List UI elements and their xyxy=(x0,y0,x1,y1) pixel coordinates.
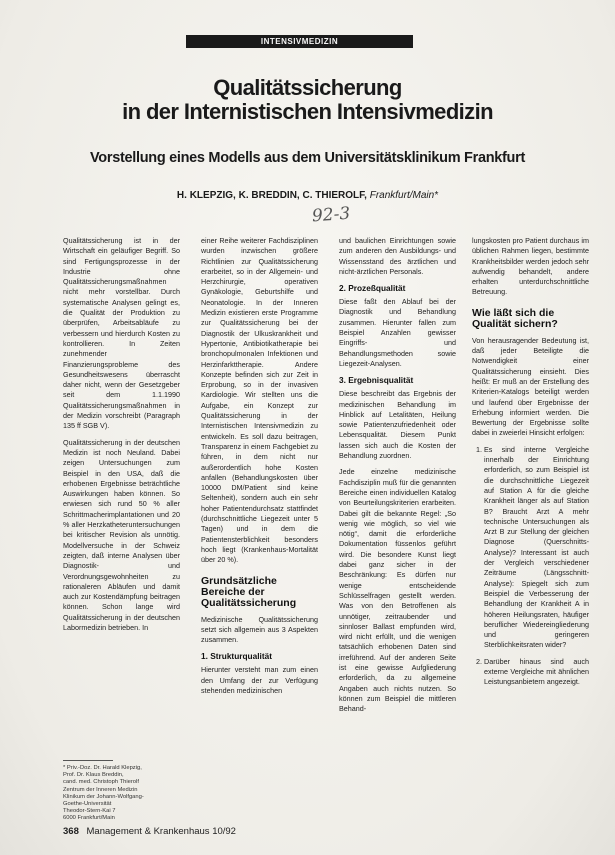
text-column-3 xyxy=(339,236,456,781)
footnote-line: Goethe-Universität xyxy=(63,801,112,808)
footnote-line: Theodor-Stern-Kai 7 xyxy=(63,808,116,815)
paragraph: Qualitätssicherung ist in der Wirtschaft ein geläufiger Begriff. So sind Fertigungsprozesse in der Industrie ohne Qualitätssicherungsmaßnahmen nicht mehr vorstellbar. Durch systematische Analysen gelingt es, die Qualität der Produktion zu überprüfen, Arbeitsabläufe zu verbessern und hierdurch Kosten zu kontrollieren. In Zeiten zunehmender Finanzierungsprobleme des Gesundheitswesens überrascht daher nicht, wenn der Gesetzgeber seit dem 1.1.1990 Qualitätssicherungsmaßnahmen in der Medizin vorschreibt (Paragraph 135 ff SGB V). xyxy=(63,236,180,431)
paragraph: Qualitätssicherung in der deutschen Medizin ist noch Neuland. Dabei zeigen Untersuchungen zum Beispiel in den USA, daß die erhobenen Ergebnisse beträchtliche Auswirkungen haben können. So erwiesen sich rund 50 % aller Schrittmacherimplantationen und 20 % aller Herzkatheteruntersuchungen bei kritischer Revision als unnötig. Modellversuche in der Schweiz zeigten, daß interne Analysen über Diagnostik- und Verordnungsgewohnheiten zu rationaleren Abläufen und damit auch zur Kostendämpfung beitragen können. Schon lange wird Qualitätssicherung in der deutschen Labormedizin betrieben. In xyxy=(63,437,180,632)
author-footnote xyxy=(63,765,180,823)
text-column-1 xyxy=(63,236,180,781)
handwritten-annotation: 92-3 xyxy=(311,203,351,227)
list-item: 1. Es sind interne Vergleiche innerhalb der Einrichtung erforderlich, so zum Beispiel ist die durchschnittliche Liegezeit auf Station A für die gleiche Krankheit länger als auf Station B? Braucht Arzt A mehr technische Untersuchungen als Arzt B zur Stellung der gleichen Diagnose (Querschnitts-Analyse)? Interessant ist auch der Vergleich verschiedener Zeiträume (Längsschnitt-Analyse): Spiegelt sich zum Beispiel die Verbesserung der Behandlung der Krankheit A in höheren Heilungsraten, häufiger beruflicher Wiedereingliederung und geringeren Sterblichkeitsraten wider? xyxy=(484,445,589,651)
page-footer xyxy=(63,826,236,837)
text-column-4 xyxy=(472,236,589,781)
footnote-line: Klinikum der Johann-Wolfgang- xyxy=(63,793,144,800)
footnote-line: cand. med. Christoph Thierolf xyxy=(63,779,139,786)
subsection-heading: 3. Ergebnisqualität xyxy=(339,375,414,386)
author-place: Frankfurt/Main* xyxy=(369,190,439,201)
list-item: 2. Darüber hinaus sind auch externe Vergleiche mit ähnlichen Leistungsanbietern angezeigt. xyxy=(484,657,589,688)
footnote-line: Zentrum der Inneren Medizin xyxy=(63,786,138,793)
paragraph: Diese beschreibt das Ergebnis der medizinischen Behandlung im Hinblick auf Letalitäten, Heilung sowie Patientenzufriedenheit oder Lebensqualität. Diesem Punkt lassen sich auch die Kosten der Behandlung zuordnen. xyxy=(339,389,456,461)
numbered-list xyxy=(472,445,589,688)
footnote-line: Prof. Dr. Klaus Breddin, xyxy=(63,772,124,779)
section-header: INTENSIVMEDIZIN xyxy=(186,35,413,48)
paragraph: Jede einzelne medizinische Fachdisziplin muß für die genannten Bereiche einen individuellen Katalog von Beurteilungskriterien erarbeiten. Dabei gilt die bekannte Regel: „So wenig wie möglich, so viel wie nötig“, damit die erforderliche Dokumentation füssenlos geführt wird. Die besondere Kunst liegt dabei ganz sicher in der Beschränkung: Es dürfen nur wenige entscheidende Schlüsselfragen gestellt werden. Was von den Betroffenen als unnötiger, zeitraubender und sinnloser Ballast empfunden wird, wird nicht erfüllt, und die wenigen tatsächlich erhobenen Daten sind irreführend. Auf der anderen Seite ist eine gewisse Aufgliederung erforderlich, da zu allgemeine Angaben auch nichts nutzen. So können zum Beispiel die mittleren Behand- xyxy=(339,467,456,714)
page-number: 368 xyxy=(63,826,79,837)
paragraph: einer Reihe weiterer Fachdisziplinen wurden inzwischen größere Richtlinien zur Qualitätssicherung erarbeitet, so in der Allgemein- und Herzchirurgie, operativen Gynäkologie, Geburtshilfe und Neonatologie. In der Inneren Medizin existieren erste Programme zur Qualitätssicherung bei der Diagnostik der Ulkuskrankheit und Hypertonie, Antibiotikatherapie bei bronchopulmonalen Infektionen und Herzinfarkttherapie. Andere Konzepte befinden sich zur Zeit in Erprobung, so in der invasiven Kardiologie. Wir stellten uns die Aufgabe, ein Konzept zur Qualitätssicherung in der Internistischen Intensivmedizin zu entwickeln. Es soll dazu beitragen, Transparenz in einem Fachgebiet zu führen, in dem nicht nur außerordentlich hohe Kosten anfallen (Behandlungskosten über 10000 DM/Patient sind keine Seltenheit), sondern auch ein sehr hoher Patientendurchsatz stattfindet (durchschnittliche Liegezeit unter 5 Tagen) und in dem die Patientensterblichkeit besonders hoch liegt (Krankenhaus-Mortalität über 20 %). xyxy=(201,236,318,565)
footnote-divider xyxy=(63,760,113,761)
section-heading: Grundsätzliche Bereiche der Qualitätssicherung xyxy=(201,574,297,609)
paragraph: Von herausragender Bedeutung ist, daß jeder Beteiligte die Notwendigkeit einer Qualitätssicherung einsieht. Dies heißt: Er muß an der Erstellung des Kriterien-Katalogs beteiligt werden und laufend über Ergebnisse der Erhebung informiert werden. Die Bewertung der Ergebnisse sollte dabei in zweierlei Hinsicht erfolgen: xyxy=(472,335,589,438)
paragraph: Hierunter versteht man zum einen den Umfang der zur Verfügung stehenden medizinischen xyxy=(201,665,318,695)
paragraph: und baulichen Einrichtungen sowie zum anderen den Ausbildungs- und Wissensstand des ärztlichen und nicht-ärztlichen Personals. xyxy=(339,236,456,276)
subsection-heading: 2. Prozeßqualität xyxy=(339,283,406,294)
title-line-2: in der Internistischen Intensivmedizin xyxy=(122,99,493,124)
section-heading: Wie läßt sich die Qualität sichern? xyxy=(472,306,558,330)
subsection-heading: 1. Strukturqualität xyxy=(201,651,272,662)
author-line xyxy=(60,190,555,201)
article-title xyxy=(60,76,555,124)
title-line-1: Qualitätssicherung xyxy=(213,75,402,100)
paragraph: Diese faßt den Ablauf bei der Diagnostik und Behandlung zusammen. Hierunter fallen zum Beispiel Anzahlen gewisser Eingriffs- und Behandlungsmethoden sowie Liegezeit-Analysen. xyxy=(339,297,456,368)
text-column-2 xyxy=(201,236,318,781)
author-names: H. KLEPZIG, K. BREDDIN, C. THIEROLF, xyxy=(176,190,367,201)
journal-citation: Management & Krankenhaus 10/92 xyxy=(86,826,236,837)
footnote-line: * Priv.-Doz. Dr. Harald Klepzig, xyxy=(63,765,142,771)
footnote-line: 6000 Frankfurt/Main xyxy=(63,815,115,822)
article-subtitle: Vorstellung eines Modells aus dem Universitätsklinikum Frankfurt xyxy=(90,150,525,166)
paragraph: lungskosten pro Patient durchaus im üblichen Rahmen liegen, bestimmte Krankheitsbilder werden jedoch sehr aufwendig behandelt, andere erhalten unterdurchschnittliche Betreuung. xyxy=(472,236,589,297)
paragraph: Medizinische Qualitätssicherung setzt sich allgemein aus 3 Aspekten zusammen. xyxy=(201,614,318,645)
